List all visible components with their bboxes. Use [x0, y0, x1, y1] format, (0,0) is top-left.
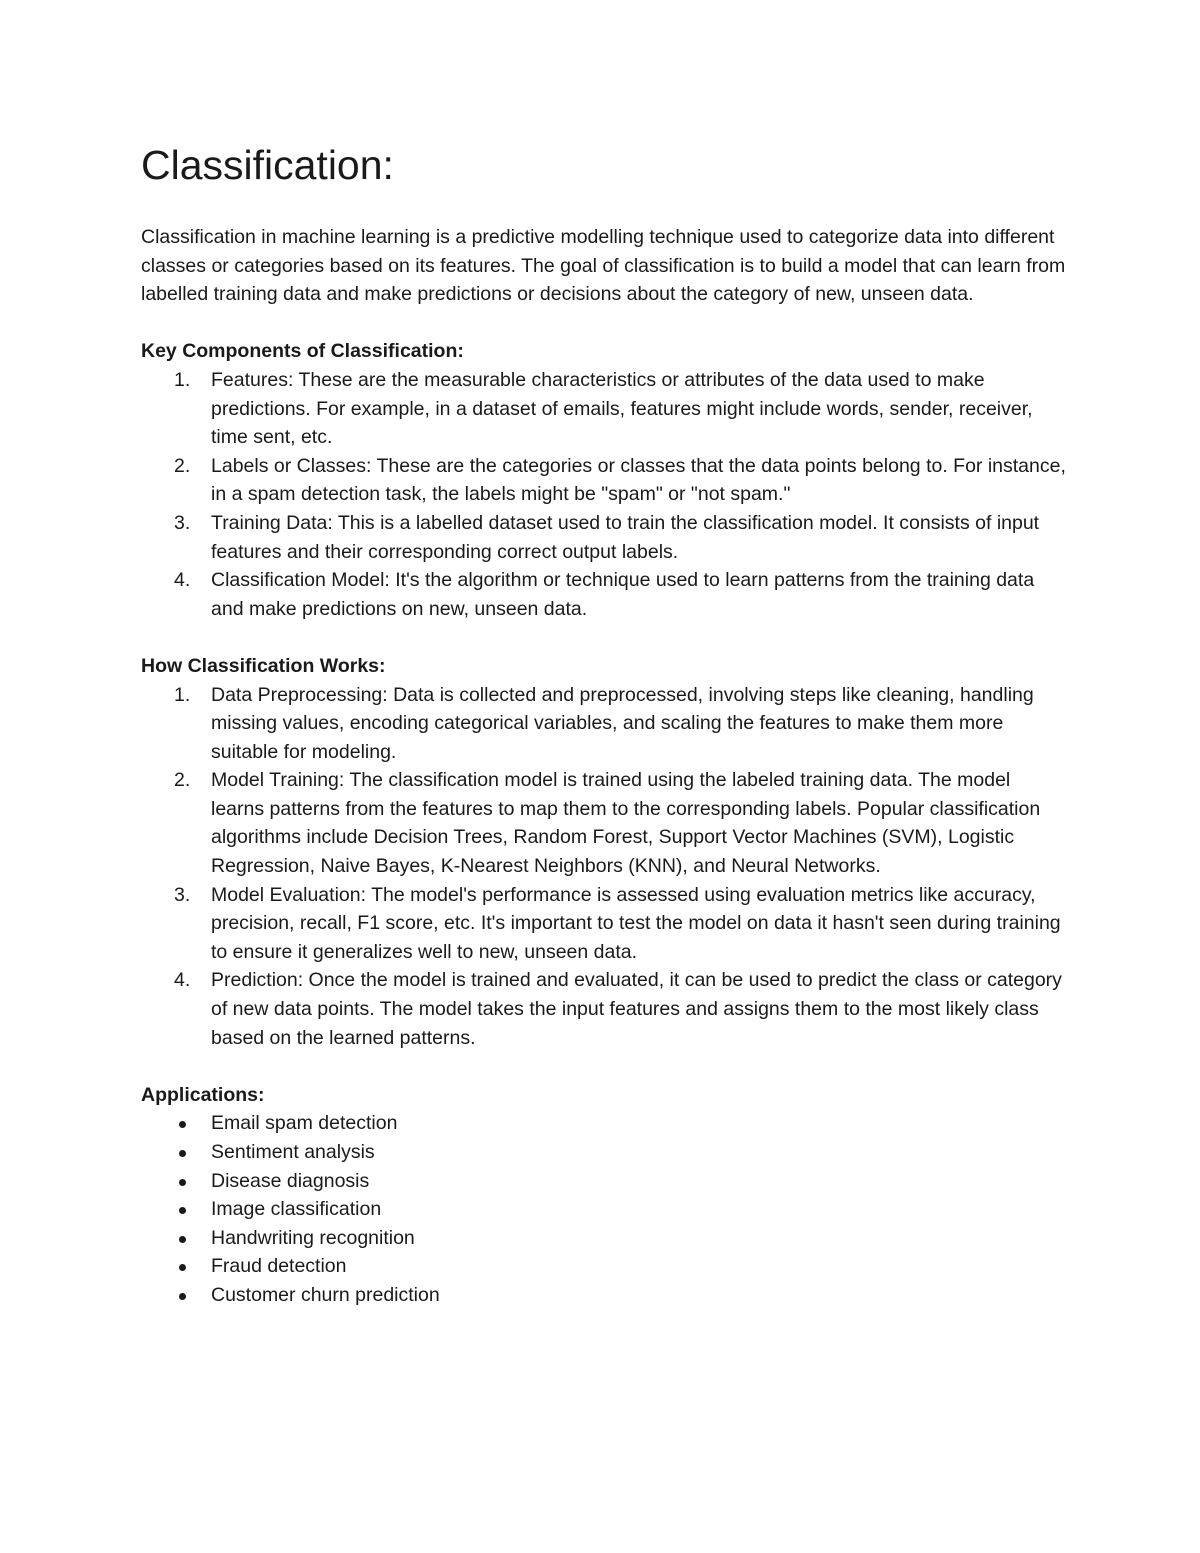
list-item — [141, 1195, 1066, 1224]
list-item-text: Model Training: The classification model is trained using the labeled training data. The model learns patterns from the features to map them to the corresponding labels. Popular classification algorithms include Decision Trees, Random Forest, Support Vector Machines (SVM), Logistic Regression, Naive Bayes, K-Nearest Neighbors (KNN), and Neural Networks. — [211, 769, 1041, 878]
list-item — [141, 366, 1066, 452]
bullet-icon — [179, 1264, 186, 1271]
how-it-works-heading: How Classification Works: — [141, 654, 386, 677]
list-item-number: 4. — [174, 969, 191, 992]
intro-paragraph: Classification in machine learning is a predictive modelling technique used to categorize data into different classes or categories based on its features. The goal of classification is to build a model that can learn from labelled training data and make predictions or decisions about the category of new, unseen data. — [141, 226, 1066, 306]
bullet-icon — [179, 1150, 186, 1157]
list-item — [141, 1224, 1066, 1253]
list-item-text: Disease diagnosis — [211, 1169, 370, 1192]
bullet-icon — [179, 1293, 186, 1300]
list-item-number: 1. — [174, 368, 191, 391]
list-item-text: Model Evaluation: The model's performance is assessed using evaluation metrics like accuracy, precision, recall, F1 score, etc. It's important to test the model on data it hasn't seen during training to ensure it generalizes well to new, unseen data. — [211, 883, 1061, 963]
list-item — [141, 509, 1066, 566]
list-item-number: 2. — [174, 769, 191, 792]
list-item-number: 2. — [174, 454, 191, 477]
list-item-number: 3. — [174, 883, 191, 906]
list-item — [141, 766, 1066, 880]
list-item — [141, 881, 1066, 967]
applications-section — [141, 1081, 1066, 1310]
list-item-number: 4. — [174, 569, 191, 592]
list-item — [141, 1281, 1066, 1310]
how-it-works-section — [141, 652, 1066, 1052]
bullet-icon — [179, 1179, 186, 1186]
document-page — [141, 140, 1066, 1310]
list-item-text: Labels or Classes: These are the categories or classes that the data points belong to. For instance, in a spam detection task, the labels might be "spam" or "not spam." — [211, 454, 1066, 506]
list-item-text: Features: These are the measurable characteristics or attributes of the data used to make predictions. For example, in a dataset of emails, features might include words, sender, receiver, time sent, etc. — [211, 368, 1033, 449]
list-item-text: Customer churn prediction — [211, 1283, 440, 1306]
list-item-number: 3. — [174, 511, 191, 534]
page-title: Classification: — [141, 142, 394, 188]
list-item-text: Fraud detection — [211, 1255, 347, 1278]
list-item — [141, 1252, 1066, 1281]
list-item — [141, 452, 1066, 509]
list-item — [141, 1109, 1066, 1138]
list-item-text: Classification Model: It's the algorithm or technique used to learn patterns from the training data and make predictions on new, unseen data. — [211, 569, 1035, 620]
list-item-text: Prediction: Once the model is trained and evaluated, it can be used to predict the class or category of new data points. The model takes the input features and assigns them to the most likely class based on the learned patterns. — [211, 969, 1062, 1049]
list-item — [141, 1167, 1066, 1196]
list-item — [141, 966, 1066, 1052]
key-components-heading: Key Components of Classification: — [141, 340, 464, 363]
list-item-text: Email spam detection — [211, 1112, 398, 1135]
applications-heading: Applications: — [141, 1083, 265, 1106]
list-item — [141, 566, 1066, 623]
key-components-list — [141, 366, 1066, 623]
bullet-icon — [179, 1121, 186, 1128]
list-item-text: Data Preprocessing: Data is collected and preprocessed, involving steps like cleaning, handling missing values, encoding categorical variables, and scaling the features to make them more suitable for modeling. — [211, 683, 1034, 763]
list-item-text: Image classification — [211, 1198, 382, 1221]
how-it-works-list — [141, 681, 1066, 1053]
bullet-icon — [179, 1236, 186, 1243]
list-item — [141, 1138, 1066, 1167]
bullet-icon — [179, 1207, 186, 1214]
applications-list — [141, 1109, 1066, 1309]
key-components-section — [141, 337, 1066, 623]
list-item-text: Sentiment analysis — [211, 1141, 375, 1163]
list-item-text: Handwriting recognition — [211, 1226, 415, 1249]
list-item-number: 1. — [174, 683, 191, 706]
list-item — [141, 681, 1066, 767]
list-item-text: Training Data: This is a labelled dataset used to train the classification model. It consists of input features and their corresponding correct output labels. — [211, 511, 1040, 563]
